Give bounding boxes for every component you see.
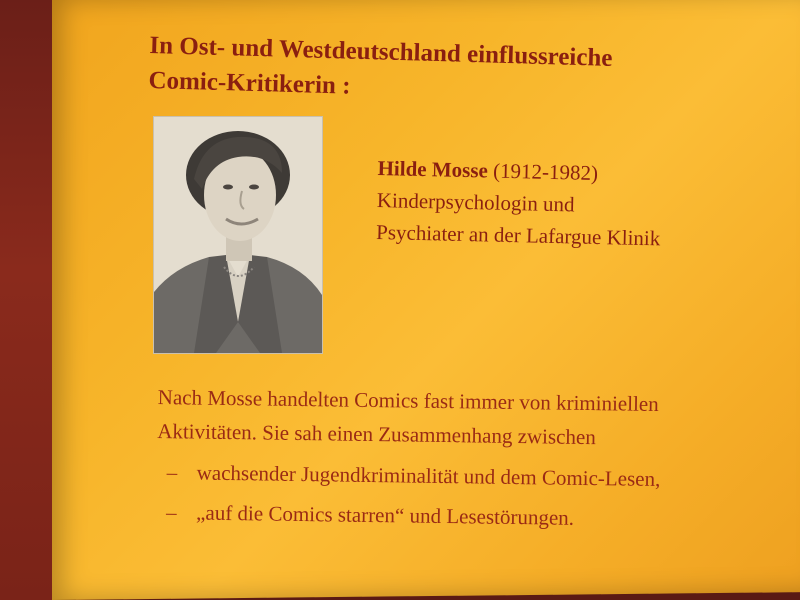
bullet-list xyxy=(166,452,661,539)
person-info xyxy=(376,152,662,254)
projector-left-edge xyxy=(0,0,58,600)
body-line-1: Nach Mosse handelten Comics fast immer von kriminiellen xyxy=(157,384,659,416)
title-line-2: Comic-Kritikerin : xyxy=(148,66,351,100)
person-years: (1912-1982) xyxy=(492,158,599,185)
bullet-text-1: wachsender Jugendkriminalität und dem Comic-Lesen, xyxy=(196,460,661,492)
body-line-2: Aktivitäten. Sie sah einen Zusammenhang zwischen xyxy=(157,418,596,450)
title-line-1: In Ost- und Westdeutschland einflussreiche xyxy=(149,31,613,72)
bullet-dash: – xyxy=(166,460,178,485)
person-role-line-2: Psychiater an der Lafargue Klinik xyxy=(375,219,661,251)
person-role-line-1: Kinderpsychologin und xyxy=(376,187,575,217)
bullet-text-2: „auf die Comics starren“ und Lesestörungen. xyxy=(195,500,575,530)
portrait-photo xyxy=(153,116,323,354)
bullet-dash: – xyxy=(165,500,177,525)
person-name: Hilde Mosse xyxy=(377,155,489,183)
slide-body xyxy=(156,380,662,539)
portrait-photo-drawing xyxy=(154,117,322,353)
list-item xyxy=(166,492,660,539)
slide-title xyxy=(148,28,613,111)
list-item xyxy=(166,452,660,499)
